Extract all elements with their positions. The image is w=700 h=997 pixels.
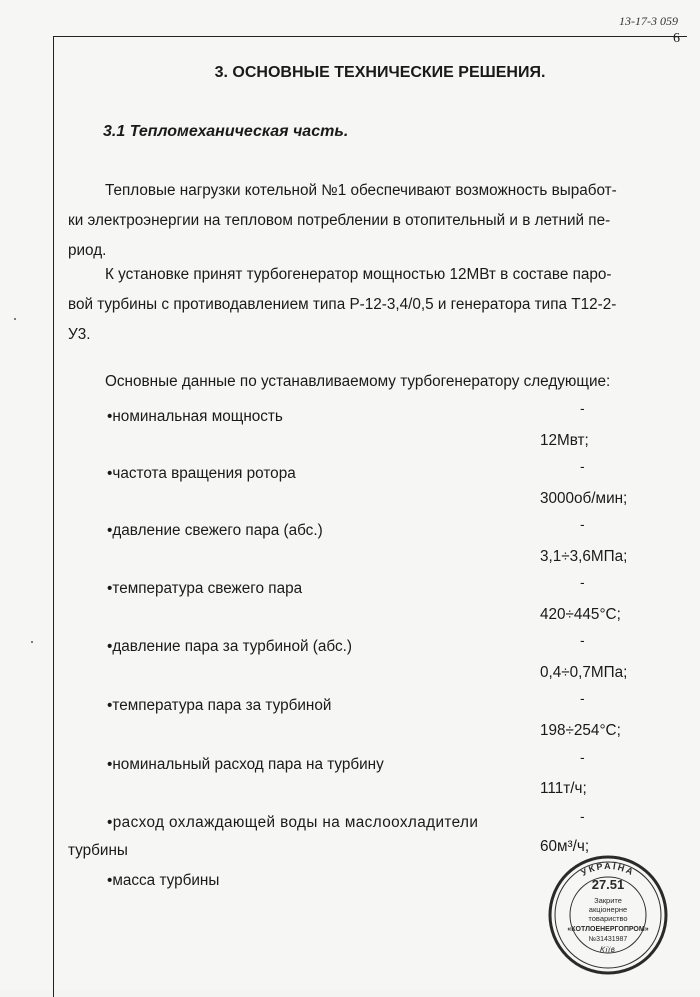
spec-label: •температура пара за турбиной bbox=[107, 697, 332, 714]
spec-value: 111т/ч; bbox=[540, 780, 587, 797]
spec-value: 3,1÷3,6МПа; bbox=[540, 548, 628, 565]
spec-label: •частота вращения ротора bbox=[107, 465, 296, 482]
document-code: 13-17-3 059 bbox=[619, 14, 678, 28]
svg-text:товариство: товариство bbox=[588, 914, 628, 923]
spec-value: 12Мвт; bbox=[540, 432, 589, 449]
paragraph-line: ки электроэнергии на тепловом потреблении в отопительный и в летний пе- bbox=[68, 212, 611, 229]
spec-dash: - bbox=[580, 808, 585, 824]
svg-text:27.51: 27.51 bbox=[591, 877, 625, 892]
spec-label: •номинальный расход пара на турбину bbox=[107, 756, 384, 773]
section-title: 3. ОСНОВНЫЕ ТЕХНИЧЕСКИЕ РЕШЕНИЯ. bbox=[214, 64, 546, 81]
spec-dash: - bbox=[580, 516, 585, 532]
spec-value: 198÷254°С; bbox=[540, 722, 621, 739]
paragraph-line: Тепловые нагрузки котельной №1 обеспечивают возможность выработ- bbox=[105, 182, 617, 199]
svg-text:акціонерне: акціонерне bbox=[588, 905, 628, 914]
specs-intro: Основные данные по устанавливаемому турбогенератору следующие: bbox=[105, 373, 611, 390]
spec-dash: - bbox=[580, 632, 585, 648]
section-subtitle: 3.1 Тепломеханическая часть. bbox=[103, 123, 349, 140]
paragraph-line: вой турбины с противодавлением типа Р-12-3,4/0,5 и генератора типа Т12-2- bbox=[68, 296, 617, 313]
spec-label-tail: турбины bbox=[68, 842, 128, 859]
spec-value: 60м³/ч; bbox=[540, 838, 590, 855]
spec-dash: - bbox=[580, 400, 585, 416]
spec-label: •масса турбины bbox=[107, 872, 220, 889]
svg-text:«КОТЛОЕНЕРГОПРОМ»: «КОТЛОЕНЕРГОПРОМ» bbox=[567, 926, 649, 933]
spec-label: •температура свежего пара bbox=[107, 580, 303, 597]
spec-value: 0,4÷0,7МПа; bbox=[540, 664, 628, 681]
scan-speck bbox=[14, 318, 16, 320]
spec-value: 420÷445°С; bbox=[540, 606, 621, 623]
spec-label: •расход охлаждающей воды на маслоохладители bbox=[107, 814, 479, 831]
spec-dash: - bbox=[580, 749, 585, 765]
svg-text:№31431987: №31431987 bbox=[588, 936, 628, 943]
spec-dash: - bbox=[580, 458, 585, 474]
spec-dash: - bbox=[580, 574, 585, 590]
spec-label: •номинальная мощность bbox=[107, 408, 283, 425]
spec-dash: - bbox=[580, 690, 585, 706]
spec-label: •давление свежего пара (абс.) bbox=[107, 522, 323, 539]
page-number: 6 bbox=[673, 31, 680, 46]
paragraph-line: У3. bbox=[68, 326, 91, 343]
svg-text:Кіїв: Кіїв bbox=[599, 944, 617, 955]
company-seal-icon bbox=[546, 853, 670, 977]
spec-value: 3000об/мин; bbox=[540, 490, 628, 507]
svg-text:УКРАЇНА: УКРАЇНА bbox=[579, 860, 637, 878]
spec-label: •давление пара за турбиной (абс.) bbox=[107, 638, 352, 655]
svg-text:Закрите: Закрите bbox=[594, 896, 622, 905]
paragraph-line: К установке принят турбогенератор мощностью 12МВт в составе паро- bbox=[105, 266, 612, 283]
paragraph-line: риод. bbox=[68, 242, 107, 259]
scan-speck bbox=[31, 641, 33, 643]
